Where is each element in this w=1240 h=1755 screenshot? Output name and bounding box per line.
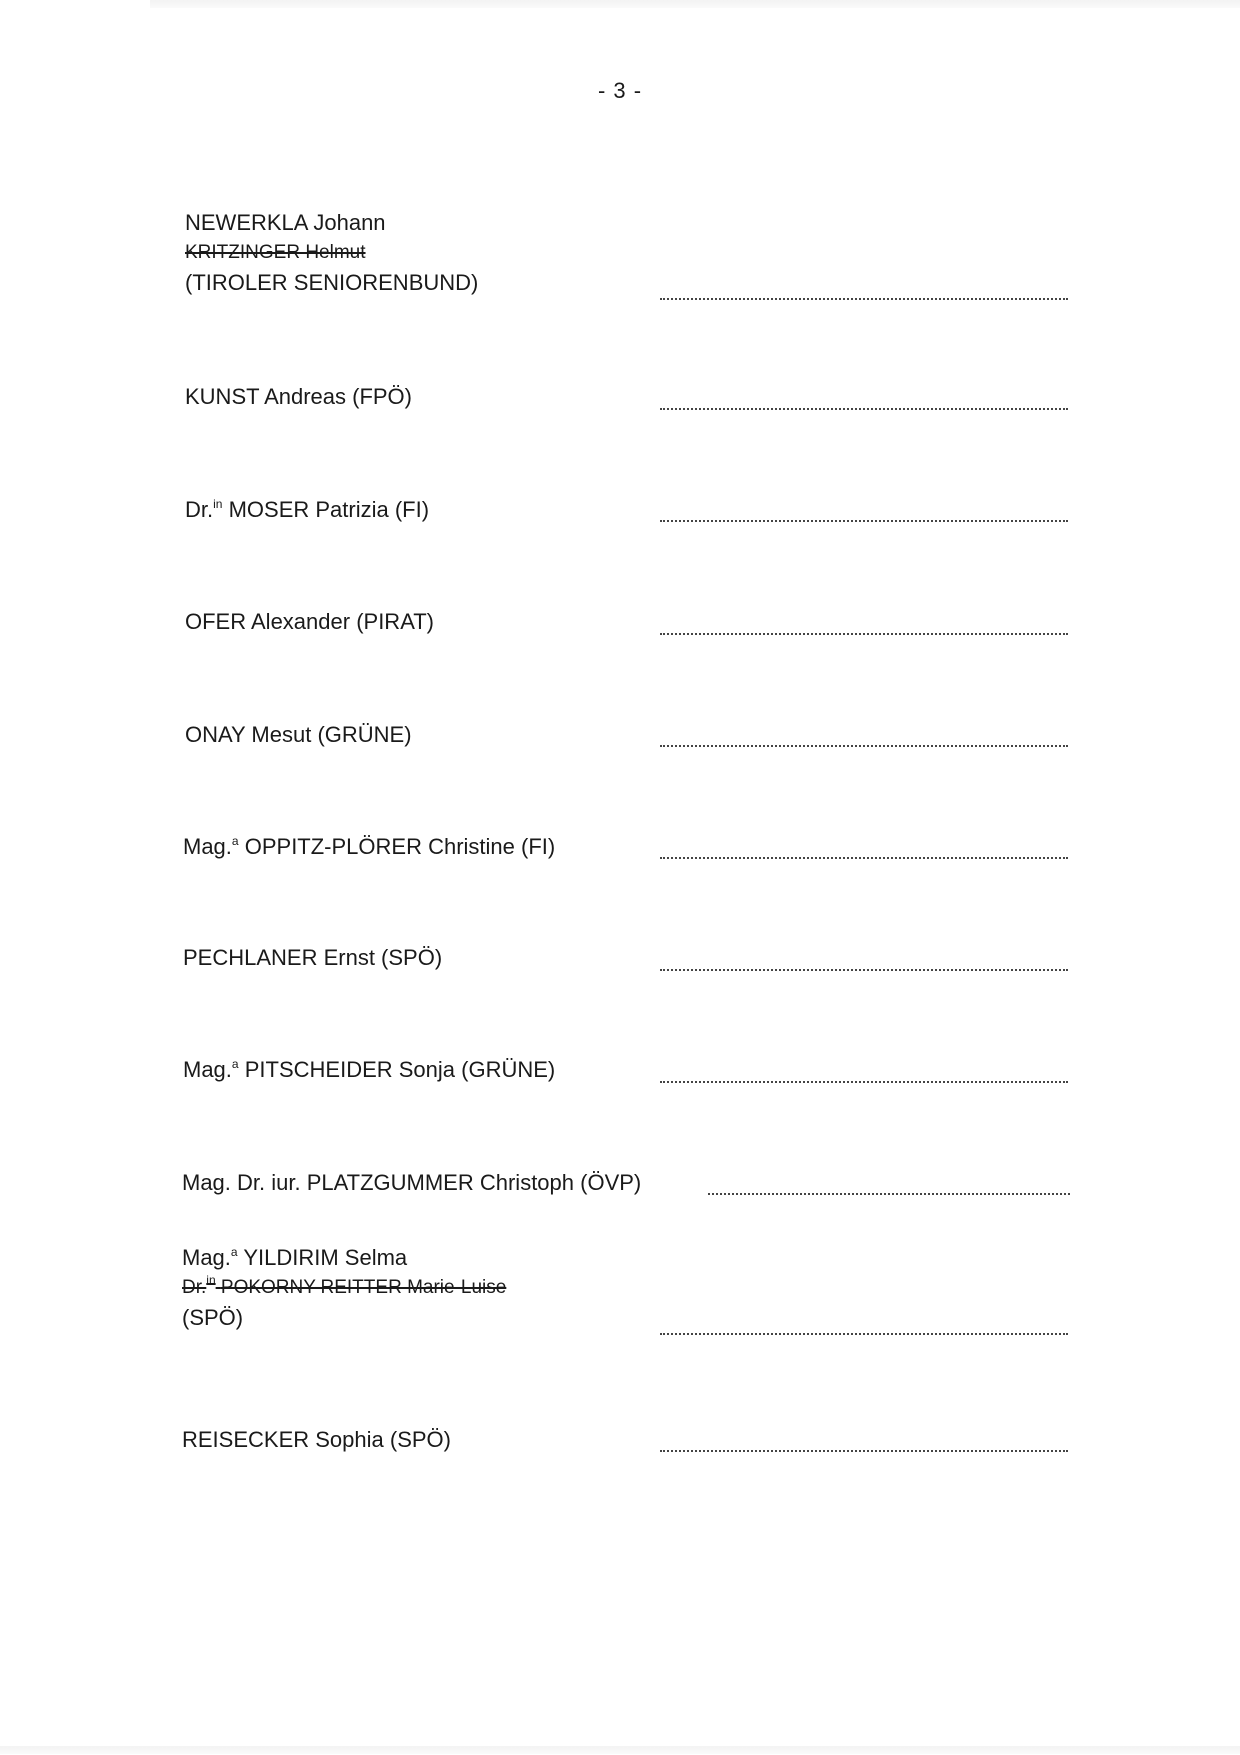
signature-line	[708, 1193, 1070, 1195]
member-name: PECHLANER Ernst (SPÖ)	[183, 945, 443, 970]
struck-title-suffix: in	[206, 1273, 216, 1287]
member-name: REISECKER Sophia (SPÖ)	[182, 1427, 451, 1452]
signature-line	[660, 969, 1068, 971]
signature-line	[660, 520, 1068, 522]
member-name: PITSCHEIDER Sonja (GRÜNE)	[244, 1057, 556, 1082]
title-prefix: Mag.	[183, 834, 232, 859]
party-name: (SPÖ)	[182, 1305, 244, 1330]
signature-line	[660, 1081, 1068, 1083]
title-prefix: Mag.	[182, 1245, 231, 1270]
member-name: OPPITZ-PLÖRER Christine (FI)	[244, 834, 556, 859]
struck-title-prefix: Dr.	[182, 1277, 207, 1298]
page-number: - 3 -	[597, 78, 643, 103]
member-name: OFER Alexander (PIRAT)	[185, 609, 434, 634]
struck-member-name: POKORNY-REITTER Marie-Luise	[220, 1277, 507, 1298]
signature-line	[660, 298, 1068, 300]
title-prefix: Dr.	[185, 497, 214, 522]
signature-line	[660, 408, 1068, 410]
title-prefix: Mag.	[183, 1057, 232, 1082]
signature-line	[660, 633, 1068, 635]
title-suffix: a	[230, 1245, 238, 1259]
member-name: MOSER Patrizia (FI)	[228, 497, 430, 522]
member-name: NEWERKLA Johann	[185, 210, 386, 235]
member-name: YILDIRIM Selma	[243, 1245, 408, 1270]
member-name: KUNST Andreas (FPÖ)	[185, 384, 412, 409]
member-name: ONAY Mesut (GRÜNE)	[185, 722, 412, 747]
signature-line	[660, 745, 1068, 747]
member-name: Mag. Dr. iur. PLATZGUMMER Christoph (ÖVP)	[182, 1170, 642, 1195]
signature-line	[660, 1333, 1068, 1335]
signature-line	[660, 1450, 1068, 1452]
struck-member-name: KRITZINGER Helmut	[185, 242, 366, 263]
title-suffix: in	[213, 497, 223, 511]
title-suffix: a	[231, 1057, 239, 1071]
scan-edge-top	[150, 0, 1240, 8]
party-name: (TIROLER SENIORENBUND)	[185, 270, 479, 295]
scan-edge-bottom	[0, 1746, 1240, 1754]
title-suffix: a	[231, 834, 239, 848]
signature-line	[660, 857, 1068, 859]
